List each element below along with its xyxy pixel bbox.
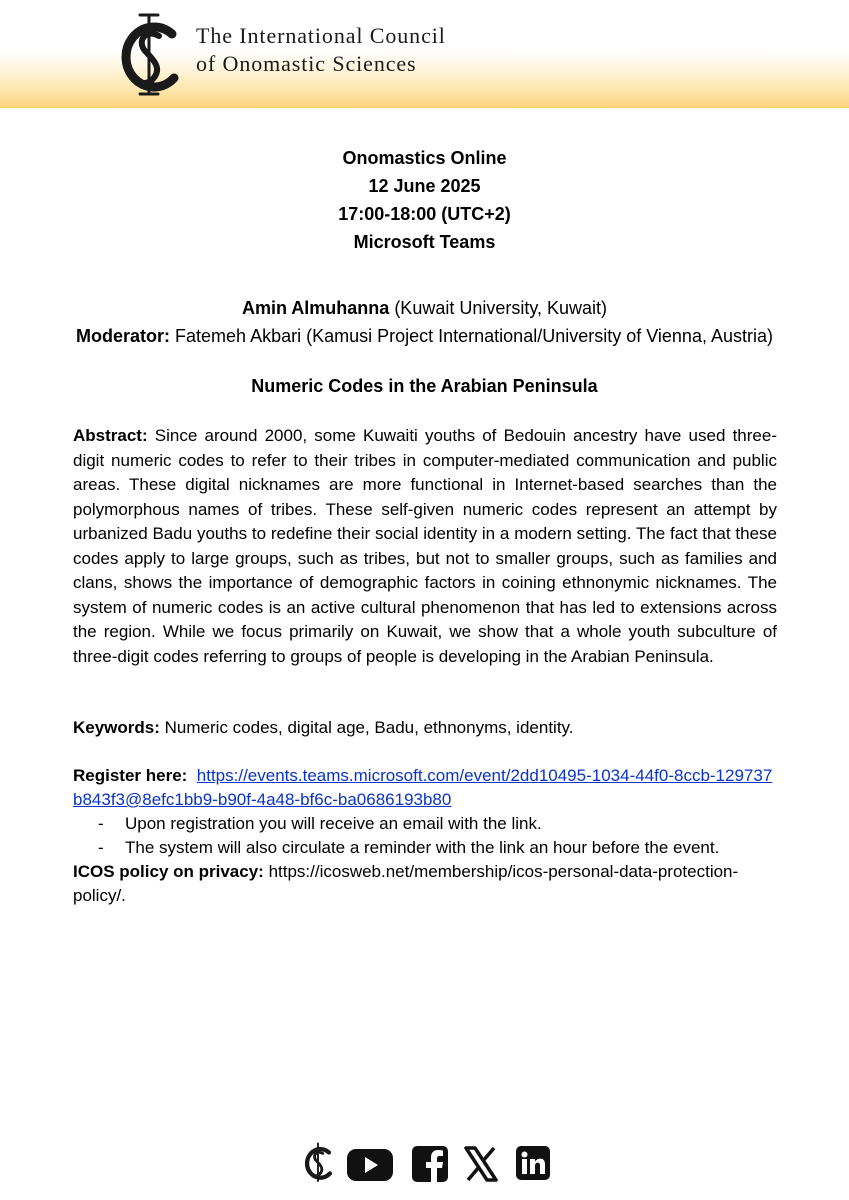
moderator-label: Moderator: [76, 326, 171, 346]
org-name-line2: of Onomastic Sciences [196, 51, 417, 76]
keywords-label: Keywords: [73, 718, 160, 737]
moderator-line [0, 322, 849, 350]
speaker-block [0, 294, 849, 350]
register-link[interactable]: https://events.teams.microsoft.com/event/2dd10495-1034-44f0-8ccb-129737b843f3@8efc1bb9-b90f-4a48-bf6c-ba0686193b80 [73, 766, 773, 809]
register-section [73, 764, 777, 908]
speaker-line [0, 294, 849, 322]
bullet-marker: - [98, 838, 104, 857]
keywords-text: Numeric codes, digital age, Badu, ethnonyms, identity. [164, 718, 574, 737]
abstract [73, 424, 777, 669]
privacy-label: ICOS policy on privacy: [73, 862, 264, 881]
icos-logo-icon[interactable] [300, 1142, 336, 1182]
moderator-name: Fatemeh Akbari (Kamusi Project International/University of Vienna, Austria) [175, 326, 773, 346]
register-note-1: Upon registration you will receive an email with the link. [125, 814, 542, 833]
register-label: Register here: [73, 766, 188, 785]
org-name-line1: The International Council [196, 23, 446, 48]
linkedin-icon[interactable] [516, 1146, 550, 1180]
x-icon[interactable] [464, 1146, 498, 1182]
list-item [73, 812, 777, 836]
organization-name [196, 22, 446, 78]
privacy-policy [73, 860, 777, 908]
speaker-affiliation: (Kuwait University, Kuwait) [394, 298, 608, 318]
event-date: 12 June 2025 [368, 176, 481, 196]
event-info [0, 144, 849, 256]
footer-social-icons [0, 1138, 849, 1190]
event-series: Onomastics Online [342, 148, 507, 168]
register-line [73, 764, 777, 812]
page-header [0, 0, 849, 108]
bullet-marker: - [98, 814, 104, 833]
register-notes [73, 812, 777, 860]
youtube-icon[interactable] [346, 1148, 394, 1182]
privacy-url: https://icosweb.net/membership/icos-personal-data-protection-policy/. [73, 862, 739, 905]
register-note-2: The system will also circulate a reminder with the link an hour before the event. [125, 838, 720, 857]
speaker-name: Amin Almuhanna [241, 298, 390, 318]
keywords [73, 716, 777, 740]
facebook-icon[interactable] [412, 1146, 448, 1182]
event-time: 17:00-18:00 (UTC+2) [338, 204, 511, 224]
talk-title: Numeric Codes in the Arabian Peninsula [251, 376, 598, 396]
icos-logo-icon [112, 12, 186, 96]
list-item [73, 836, 777, 860]
abstract-text: Since around 2000, some Kuwaiti youths of Bedouin ancestry have used three-digit numeric codes to refer to their tribes in computer-mediated communication and public areas. These digital nicknames are more functional in Internet-based searches than the polymorphous names of tribes. These self-given numeric codes represent an attempt by urbanized Badu youths to redefine their social identity in a modern setting. The fact that these codes apply to large groups, such as tribes, but not to smaller groups, such as families and clans, shows the importance of demographic factors in coining ethnonymic nicknames. The system of numeric codes is an active cultural phenomenon that has led to extensions across the region. While we focus primarily on Kuwait, we show that a whole youth subculture of three-digit codes referring to groups of people is developing in the Arabian Peninsula. [73, 426, 777, 666]
event-platform: Microsoft Teams [353, 232, 496, 252]
abstract-label: Abstract: [73, 426, 148, 445]
